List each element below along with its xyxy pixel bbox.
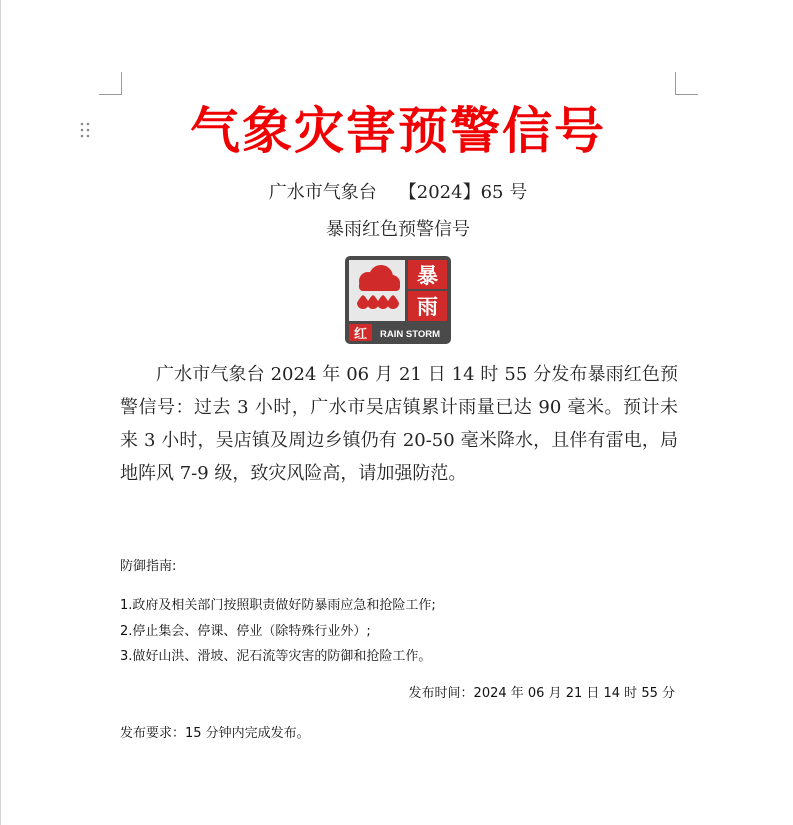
drag-handle-icon[interactable] [80,122,90,138]
release-time: 发布时间：2024 年 06 月 21 日 14 时 55 分 [408,686,675,701]
guidance-item: 1.政府及相关部门按照职责做好防暴雨应急和抢险工作; [120,598,436,613]
icon-char-top: 暴 [417,264,438,288]
document-title: 气象灾害预警信号 [190,101,606,160]
icon-level-char: 红 [353,327,368,342]
guidance-item: 2.停止集会、停课、停业（除特殊行业外）; [120,624,371,639]
guidance-heading: 防御指南: [120,559,177,574]
issuer-line [120,180,676,206]
issuer-name: 广水市气象台 [268,182,377,203]
guidance-item: 3.做好山洪、滑坡、泥石流等灾害的防御和抢险工作。 [120,649,432,664]
rainstorm-red-warning-icon [344,255,452,345]
margin-corner-top-left [99,72,122,95]
release-requirement: 发布要求：15 分钟内完成发布。 [120,726,310,741]
warning-body-text: 广水市气象台 2024 年 06 月 21 日 14 时 55 分发布暴雨红色预警信号：过去 3 小时，广水市吴店镇累计雨量已达 90 毫米。预计未来 3 小时，吴店镇及周边乡镇仍有 20-50 毫米降水，且伴有雷电，局地阵风 7-9 级，致灾风险高，请加强防范。 [120,364,679,484]
margin-corner-top-right [675,72,698,95]
page-left-edge [0,0,1,825]
document-number: 【2024】65 号 [398,182,528,203]
icon-english-label: RAIN STORM [380,329,440,340]
signal-name: 暴雨红色预警信号 [326,219,470,240]
icon-char-bottom: 雨 [417,295,438,319]
